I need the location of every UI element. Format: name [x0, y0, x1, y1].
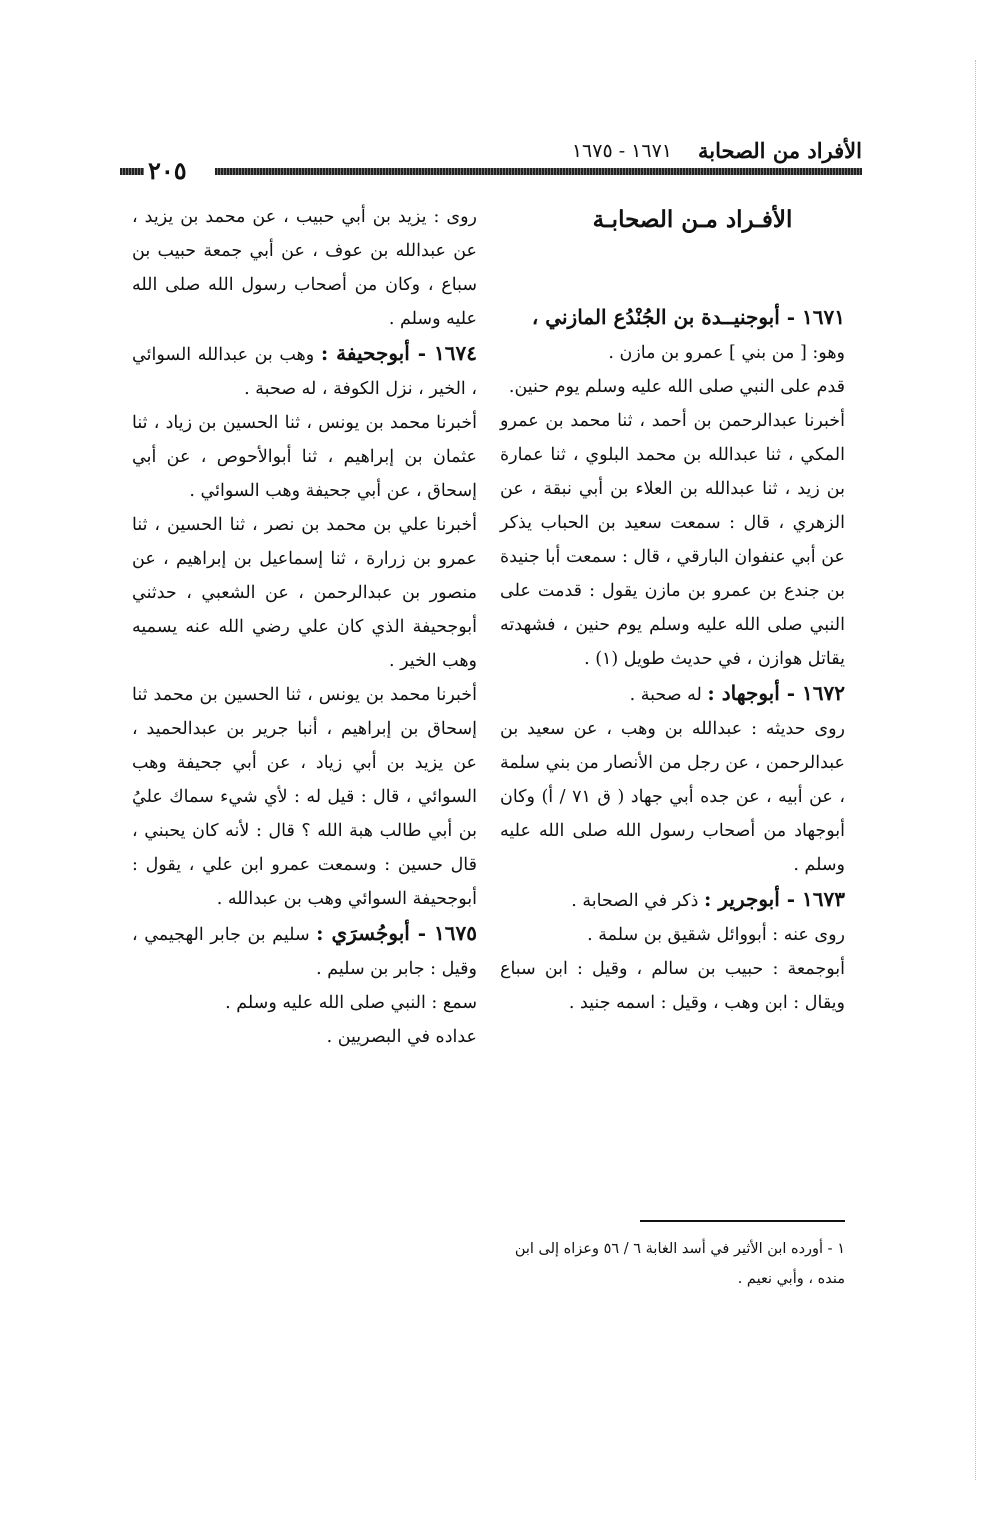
section-title: الأفـراد مـن الصحابـة: [592, 206, 793, 233]
entry-1671-lineage: وهو: [ من بني ] عمرو بن مازن .: [608, 343, 845, 363]
entry-1673-heading: ١٦٧٣ - أبوجرير :: [704, 887, 845, 911]
page-number: ٢٠٥: [148, 156, 187, 185]
footnote-rule: [640, 1220, 845, 1222]
right-column: [500, 200, 845, 1020]
left-para-6: عداده في البصريين .: [326, 1027, 477, 1047]
left-para-3: أخبرنا علي بن محمد بن نصر ، ثنا الحسين ، ثنا عمرو بن زرارة ، ثنا إسماعيل بن إبراهيم ، عن منصور بن عبدالرحمن ، عن الشعبي ، حدثني أبوجحيفة الذي كان علي رضي الله عنه يسميه وهب الخير .: [132, 515, 477, 671]
footnote: [500, 1234, 845, 1294]
header-rule: [215, 168, 862, 175]
entry-1671-note: قدم على النبي صلى الله عليه وسلم يوم حنين.: [508, 377, 845, 397]
entry-1674-tail: وهب بن عبدالله السوائي ، الخير ، نزل الكوفة ، له صحبة .: [132, 345, 477, 399]
entry-1673-narrator: روى عنه : أبووائل شقيق بن سلمة .: [587, 925, 845, 945]
entry-1675: [132, 916, 477, 986]
running-header: [120, 138, 862, 185]
left-para-4: أخبرنا محمد بن يونس ، ثنا الحسين بن محمد ثنا إسحاق بن إبراهيم ، أنبا جرير بن عبدالحميد ، عن يزيد بن أبي زياد ، عن أبي جحيفة وهب السوائي ، قال : قيل له : لأي شيء سماك عليُ بن أبي طالب هبة الله ؟ قال : لأنه كان يحبني ، قال حسين : وسمعت عمرو ابن علي ، يقول : أبوجحيفة السوائي وهب بن عبدالله .: [132, 685, 477, 909]
scan-margin-line: [975, 60, 977, 1480]
entry-1673-abu-jumah: أبوجمعة : حبيب بن سالم ، وقيل : ابن سباع ويقال : ابن وهب ، وقيل : اسمه جنيد .: [500, 959, 845, 1013]
entry-1675-heading: ١٦٧٥ - أبوجُسرَي :: [316, 921, 477, 945]
left-para-5: سمع : النبي صلى الله عليه وسلم .: [225, 993, 477, 1013]
left-para-2: أخبرنا محمد بن يونس ، ثنا الحسين بن زياد ، ثنا عثمان بن إبراهيم ، ثنا أبوالأحوص ، عن أبي إسحاق ، عن أبي جحيفة وهب السوائي .: [132, 413, 477, 501]
entry-1673: [500, 882, 845, 918]
entry-1673-tail: ذكر في الصحابة .: [571, 891, 699, 911]
left-column: [132, 200, 477, 1054]
page-number-ornament: [120, 168, 144, 175]
entry-1674-heading: ١٦٧٤ - أبوجحيفة :: [320, 341, 477, 365]
left-para-1: روى : يزيد بن أبي حبيب ، عن محمد بن يزيد ، عن عبدالله بن عوف ، عن أبي جمعة حبيب بن سباع ، وكان من أصحاب رسول الله صلى الله عليه وسلم .: [132, 207, 477, 329]
entry-1672-text: روى حديثه : عبدالله بن وهب ، عن سعيد بن عبدالرحمن ، عن رجل من الأنصار من بني سلمة ، عن أبيه ، عن جده أبي جهاد ( ق ٧١ / أ) وكان أبوجهاد من أصحاب رسول الله صلى الله عليه وسلم .: [500, 719, 845, 875]
entry-1671-hadith: أخبرنا عبدالرحمن بن أحمد ، ثنا محمد بن عمرو المكي ، ثنا عبدالله بن محمد البلوي ، ثنا عمارة بن زيد ، ثنا عبدالله بن العلاء بن أبي نبقة ، عن الزهري ، قال : سمعت سعيد بن الحباب يذكر عن أبي عنفوان البارقي ، قال : سمعت أبا جنيدة بن جندع بن عمرو بن مازن يقول : قدمت على النبي صلى الله عليه وسلم يوم حنين ، فشهدته يقاتل هوازن ، في حديث طويل (١) .: [500, 411, 845, 669]
header-entry-range: ١٦٧١ - ١٦٧٥: [571, 140, 672, 162]
header-title: الأفراد من الصحابة: [698, 138, 862, 163]
entry-1675-tail: سليم بن جابر الهجيمي ، وقيل : جابر بن سليم .: [132, 925, 477, 979]
entry-1674: [132, 336, 477, 406]
entry-1671-heading: ١٦٧١ - أبوجنيــدة بن الجُنْدُع المازني ،: [531, 305, 845, 329]
footnote-text: ١ - أورده ابن الأثير في أسد الغابة ٦ / ٥٦ وعزاه إلى ابن منده ، وأبي نعيم .: [514, 1241, 845, 1287]
entry-1672: [500, 676, 845, 712]
entry-1672-heading: ١٦٧٢ - أبوجهاد :: [707, 681, 845, 705]
entry-1672-tail: له صحبة .: [629, 685, 702, 705]
